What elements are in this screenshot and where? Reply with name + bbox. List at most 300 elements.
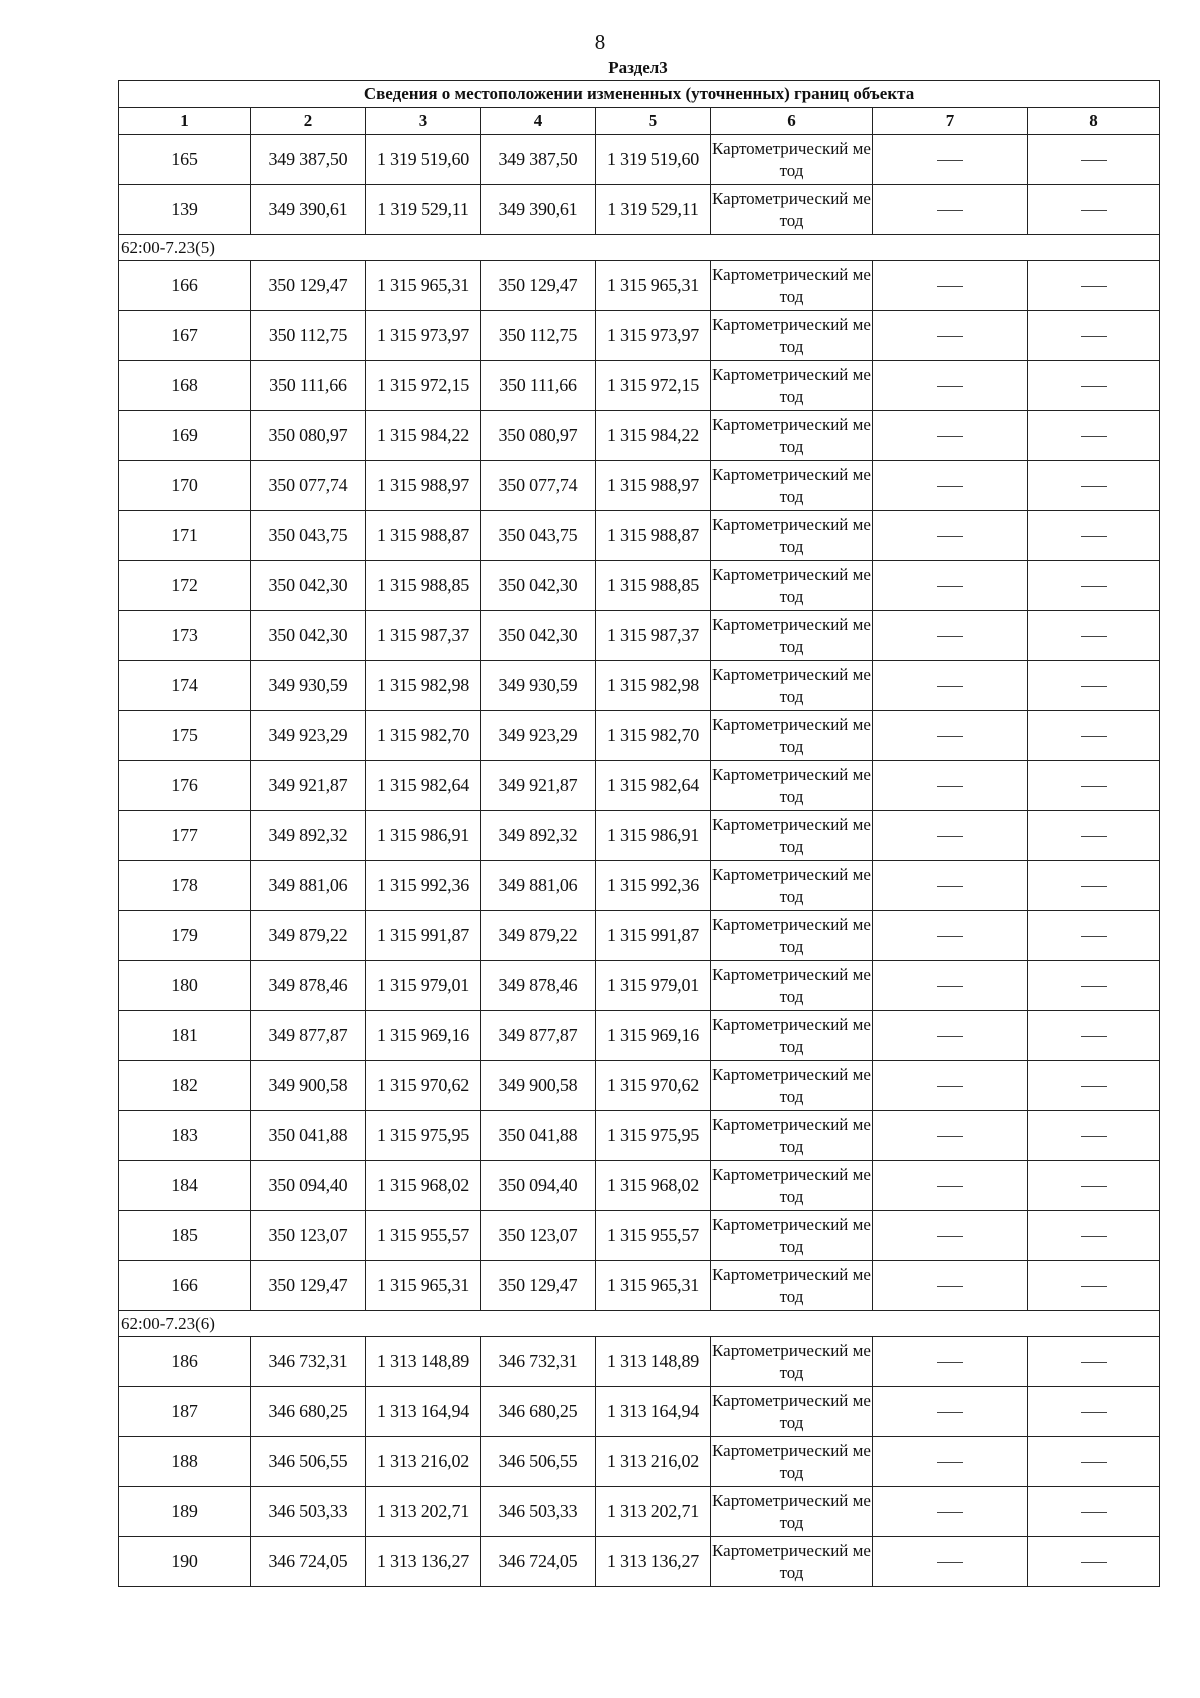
- empty-cell: [1028, 311, 1160, 361]
- empty-cell: [1028, 1211, 1160, 1261]
- coordinate-cell: 1 315 965,31: [596, 261, 711, 311]
- coordinate-cell: 350 129,47: [251, 1261, 366, 1311]
- table-row: [119, 511, 1160, 561]
- dash-mark: [937, 936, 963, 938]
- coordinate-cell: 1 315 986,91: [366, 811, 481, 861]
- dash-mark: [937, 886, 963, 888]
- empty-cell: [1028, 135, 1160, 185]
- dash-mark: [937, 160, 963, 162]
- point-number-cell: 190: [119, 1537, 251, 1587]
- coordinate-cell: 1 315 987,37: [366, 611, 481, 661]
- point-number-cell: 181: [119, 1011, 251, 1061]
- empty-cell: [873, 185, 1028, 235]
- coordinate-cell: 1 315 984,22: [366, 411, 481, 461]
- table-row: [119, 911, 1160, 961]
- table-row: [119, 1437, 1160, 1487]
- method-cell: Картометрический метод: [711, 1487, 873, 1537]
- empty-cell: [873, 1061, 1028, 1111]
- method-cell: Картометрический метод: [711, 1337, 873, 1387]
- coordinate-cell: 1 313 202,71: [596, 1487, 711, 1537]
- empty-cell: [1028, 411, 1160, 461]
- method-cell: Картометрический метод: [711, 461, 873, 511]
- empty-cell: [1028, 961, 1160, 1011]
- dash-mark: [1081, 886, 1107, 888]
- coordinate-cell: 1 315 965,31: [366, 1261, 481, 1311]
- dash-mark: [937, 1512, 963, 1514]
- method-cell: Картометрический метод: [711, 1437, 873, 1487]
- dash-mark: [1081, 736, 1107, 738]
- dash-mark: [937, 736, 963, 738]
- group-row: [119, 235, 1160, 261]
- table-row: [119, 1537, 1160, 1587]
- empty-cell: [873, 1211, 1028, 1261]
- empty-cell: [1028, 1487, 1160, 1537]
- coordinate-cell: 350 042,30: [481, 561, 596, 611]
- dash-mark: [937, 386, 963, 388]
- coordinate-cell: 1 315 988,97: [366, 461, 481, 511]
- coordinate-cell: 1 313 148,89: [366, 1337, 481, 1387]
- empty-cell: [1028, 1161, 1160, 1211]
- point-number-cell: 171: [119, 511, 251, 561]
- point-number-cell: 184: [119, 1161, 251, 1211]
- dash-mark: [937, 1412, 963, 1414]
- coordinate-cell: 346 680,25: [251, 1387, 366, 1437]
- coordinate-cell: 1 315 955,57: [366, 1211, 481, 1261]
- coordinate-cell: 350 080,97: [481, 411, 596, 461]
- point-number-cell: 179: [119, 911, 251, 961]
- empty-cell: [873, 1337, 1028, 1387]
- point-number-cell: 177: [119, 811, 251, 861]
- empty-cell: [873, 511, 1028, 561]
- coordinate-cell: 1 315 986,91: [596, 811, 711, 861]
- coordinate-cell: 346 503,33: [251, 1487, 366, 1537]
- coordinate-cell: 350 041,88: [251, 1111, 366, 1161]
- dash-mark: [1081, 636, 1107, 638]
- coordinate-cell: 1 315 973,97: [366, 311, 481, 361]
- coordinate-cell: 346 724,05: [251, 1537, 366, 1587]
- coordinate-cell: 350 129,47: [481, 261, 596, 311]
- method-cell: Картометрический метод: [711, 811, 873, 861]
- coordinate-cell: 346 503,33: [481, 1487, 596, 1537]
- method-cell: Картометрический метод: [711, 1011, 873, 1061]
- dash-mark: [1081, 1036, 1107, 1038]
- dash-mark: [1081, 586, 1107, 588]
- empty-cell: [873, 1537, 1028, 1587]
- coordinate-cell: 349 923,29: [481, 711, 596, 761]
- empty-cell: [873, 1011, 1028, 1061]
- column-number-8: 8: [1028, 108, 1160, 135]
- dash-mark: [1081, 386, 1107, 388]
- point-number-cell: 166: [119, 1261, 251, 1311]
- coordinate-cell: 1 315 968,02: [366, 1161, 481, 1211]
- coordinate-cell: 346 724,05: [481, 1537, 596, 1587]
- empty-cell: [873, 861, 1028, 911]
- dash-mark: [937, 1236, 963, 1238]
- column-number-4: 4: [481, 108, 596, 135]
- table-row: [119, 261, 1160, 311]
- coordinate-cell: 1 315 969,16: [366, 1011, 481, 1061]
- coordinate-cell: 1 319 519,60: [596, 135, 711, 185]
- table-row: [119, 1337, 1160, 1387]
- coordinate-cell: 349 390,61: [251, 185, 366, 235]
- table-row: [119, 611, 1160, 661]
- table-row: [119, 1387, 1160, 1437]
- method-cell: Картометрический метод: [711, 1261, 873, 1311]
- point-number-cell: 185: [119, 1211, 251, 1261]
- coordinate-cell: 1 315 987,37: [596, 611, 711, 661]
- coordinate-cell: 350 123,07: [481, 1211, 596, 1261]
- empty-cell: [1028, 561, 1160, 611]
- coordinate-cell: 1 315 988,85: [596, 561, 711, 611]
- method-cell: Картометрический метод: [711, 761, 873, 811]
- coordinate-cell: 1 315 992,36: [366, 861, 481, 911]
- coordinate-cell: 1 315 970,62: [596, 1061, 711, 1111]
- point-number-cell: 178: [119, 861, 251, 911]
- point-number-cell: 175: [119, 711, 251, 761]
- dash-mark: [1081, 536, 1107, 538]
- table-row: [119, 1261, 1160, 1311]
- dash-mark: [937, 336, 963, 338]
- method-cell: Картометрический метод: [711, 261, 873, 311]
- dash-mark: [937, 1186, 963, 1188]
- empty-cell: [1028, 461, 1160, 511]
- point-number-cell: 189: [119, 1487, 251, 1537]
- empty-cell: [873, 261, 1028, 311]
- empty-cell: [1028, 1111, 1160, 1161]
- dash-mark: [937, 786, 963, 788]
- coordinate-cell: 349 879,22: [481, 911, 596, 961]
- empty-cell: [1028, 1061, 1160, 1111]
- coordinate-cell: 349 877,87: [251, 1011, 366, 1061]
- dash-mark: [1081, 160, 1107, 162]
- page-number: 8: [594, 30, 606, 54]
- empty-cell: [1028, 1537, 1160, 1587]
- table-row: [119, 1487, 1160, 1537]
- coordinate-cell: 1 313 148,89: [596, 1337, 711, 1387]
- coordinate-cell: 349 900,58: [481, 1061, 596, 1111]
- dash-mark: [1081, 486, 1107, 488]
- column-number-1: 1: [119, 108, 251, 135]
- dash-mark: [1081, 1186, 1107, 1188]
- method-cell: Картометрический метод: [711, 361, 873, 411]
- coordinate-cell: 350 112,75: [481, 311, 596, 361]
- coordinate-cell: 350 041,88: [481, 1111, 596, 1161]
- coordinate-cell: 350 112,75: [251, 311, 366, 361]
- coordinate-cell: 350 094,40: [481, 1161, 596, 1211]
- coordinates-table: [118, 80, 1160, 1587]
- table-row: [119, 811, 1160, 861]
- coordinate-cell: 1 315 982,70: [366, 711, 481, 761]
- empty-cell: [873, 911, 1028, 961]
- coordinate-cell: 1 315 982,64: [596, 761, 711, 811]
- coordinate-cell: 349 877,87: [481, 1011, 596, 1061]
- coordinate-cell: 1 315 982,70: [596, 711, 711, 761]
- coordinate-cell: 346 732,31: [251, 1337, 366, 1387]
- coordinate-cell: 349 892,32: [251, 811, 366, 861]
- column-number-row: [119, 108, 1160, 135]
- table-row: [119, 411, 1160, 461]
- coordinate-cell: 350 077,74: [251, 461, 366, 511]
- coordinate-cell: 1 315 968,02: [596, 1161, 711, 1211]
- section-title: Раздел3: [608, 58, 668, 77]
- dash-mark: [1081, 1412, 1107, 1414]
- dash-mark: [937, 1086, 963, 1088]
- dash-mark: [937, 1562, 963, 1564]
- dash-mark: [1081, 336, 1107, 338]
- dash-mark: [937, 686, 963, 688]
- coordinate-cell: 1 315 969,16: [596, 1011, 711, 1061]
- point-number-cell: 165: [119, 135, 251, 185]
- method-cell: Картометрический метод: [711, 1387, 873, 1437]
- coordinate-cell: 1 319 519,60: [366, 135, 481, 185]
- coordinate-cell: 1 315 991,87: [596, 911, 711, 961]
- dash-mark: [1081, 1086, 1107, 1088]
- table-row: [119, 1061, 1160, 1111]
- point-number-cell: 176: [119, 761, 251, 811]
- point-number-cell: 188: [119, 1437, 251, 1487]
- empty-cell: [873, 711, 1028, 761]
- empty-cell: [873, 135, 1028, 185]
- coordinate-cell: 349 878,46: [251, 961, 366, 1011]
- point-number-cell: 168: [119, 361, 251, 411]
- method-cell: Картометрический метод: [711, 911, 873, 961]
- point-number-cell: 183: [119, 1111, 251, 1161]
- coordinate-cell: 1 313 136,27: [366, 1537, 481, 1587]
- dash-mark: [937, 586, 963, 588]
- table-row: [119, 1211, 1160, 1261]
- table-row: [119, 1111, 1160, 1161]
- point-number-cell: 169: [119, 411, 251, 461]
- empty-cell: [873, 1387, 1028, 1437]
- point-number-cell: 173: [119, 611, 251, 661]
- empty-cell: [1028, 1387, 1160, 1437]
- dash-mark: [1081, 1136, 1107, 1138]
- coordinate-cell: 1 315 970,62: [366, 1061, 481, 1111]
- point-number-cell: 170: [119, 461, 251, 511]
- table-caption: Сведения о местоположении измененных (уточненных) границ объекта: [119, 81, 1160, 108]
- coordinate-cell: 349 387,50: [251, 135, 366, 185]
- coordinate-cell: 1 315 965,31: [596, 1261, 711, 1311]
- empty-cell: [1028, 1011, 1160, 1061]
- dash-mark: [1081, 1236, 1107, 1238]
- table-row: [119, 461, 1160, 511]
- empty-cell: [1028, 611, 1160, 661]
- dash-mark: [937, 1462, 963, 1464]
- dash-mark: [1081, 436, 1107, 438]
- coordinate-cell: 1 315 979,01: [366, 961, 481, 1011]
- coordinate-cell: 349 930,59: [481, 661, 596, 711]
- point-number-cell: 180: [119, 961, 251, 1011]
- coordinate-cell: 1 315 982,64: [366, 761, 481, 811]
- point-number-cell: 186: [119, 1337, 251, 1387]
- dash-mark: [937, 210, 963, 212]
- coordinate-cell: 350 129,47: [251, 261, 366, 311]
- coordinate-cell: 1 313 136,27: [596, 1537, 711, 1587]
- table-body: [119, 135, 1160, 1587]
- table-row: [119, 561, 1160, 611]
- group-label: 62:00-7.23(6): [119, 1311, 1160, 1337]
- dash-mark: [937, 1036, 963, 1038]
- coordinate-cell: 350 042,30: [251, 561, 366, 611]
- point-number-cell: 167: [119, 311, 251, 361]
- table-row: [119, 361, 1160, 411]
- column-number-3: 3: [366, 108, 481, 135]
- coordinate-cell: 349 900,58: [251, 1061, 366, 1111]
- column-number-6: 6: [711, 108, 873, 135]
- table-row: [119, 661, 1160, 711]
- point-number-cell: 187: [119, 1387, 251, 1437]
- coordinate-cell: 349 930,59: [251, 661, 366, 711]
- table-row: [119, 311, 1160, 361]
- method-cell: Картометрический метод: [711, 861, 873, 911]
- method-cell: Картометрический метод: [711, 511, 873, 561]
- coordinate-cell: 349 881,06: [251, 861, 366, 911]
- dash-mark: [937, 536, 963, 538]
- coordinate-cell: 1 315 979,01: [596, 961, 711, 1011]
- coordinate-cell: 1 315 973,97: [596, 311, 711, 361]
- table-row: [119, 861, 1160, 911]
- coordinate-cell: 1 315 975,95: [596, 1111, 711, 1161]
- empty-cell: [1028, 861, 1160, 911]
- method-cell: Картометрический метод: [711, 961, 873, 1011]
- coordinate-cell: 346 680,25: [481, 1387, 596, 1437]
- empty-cell: [873, 961, 1028, 1011]
- column-number-5: 5: [596, 108, 711, 135]
- dash-mark: [1081, 1512, 1107, 1514]
- table-row: [119, 1161, 1160, 1211]
- method-cell: Картометрический метод: [711, 1161, 873, 1211]
- table-row: [119, 185, 1160, 235]
- empty-cell: [1028, 361, 1160, 411]
- coordinate-cell: 350 094,40: [251, 1161, 366, 1211]
- coordinate-cell: 349 390,61: [481, 185, 596, 235]
- empty-cell: [1028, 911, 1160, 961]
- empty-cell: [873, 1437, 1028, 1487]
- coordinate-cell: 1 315 988,97: [596, 461, 711, 511]
- empty-cell: [873, 611, 1028, 661]
- empty-cell: [873, 461, 1028, 511]
- coordinate-cell: 1 315 984,22: [596, 411, 711, 461]
- method-cell: Картометрический метод: [711, 1537, 873, 1587]
- dash-mark: [1081, 210, 1107, 212]
- dash-mark: [1081, 1462, 1107, 1464]
- method-cell: Картометрический метод: [711, 1111, 873, 1161]
- table-row: [119, 761, 1160, 811]
- coordinate-cell: 1 313 202,71: [366, 1487, 481, 1537]
- column-number-2: 2: [251, 108, 366, 135]
- coordinate-cell: 350 111,66: [481, 361, 596, 411]
- empty-cell: [873, 811, 1028, 861]
- empty-cell: [873, 311, 1028, 361]
- coordinate-cell: 1 315 982,98: [596, 661, 711, 711]
- coordinate-cell: 1 315 972,15: [366, 361, 481, 411]
- point-number-cell: 139: [119, 185, 251, 235]
- empty-cell: [1028, 761, 1160, 811]
- dash-mark: [1081, 1286, 1107, 1288]
- coordinate-cell: 349 879,22: [251, 911, 366, 961]
- dash-mark: [937, 1362, 963, 1364]
- coordinate-cell: 1 315 965,31: [366, 261, 481, 311]
- table-row: [119, 1011, 1160, 1061]
- group-row: [119, 1311, 1160, 1337]
- coordinate-cell: 349 387,50: [481, 135, 596, 185]
- dash-mark: [1081, 936, 1107, 938]
- coordinate-cell: 1 315 992,36: [596, 861, 711, 911]
- coordinate-cell: 349 878,46: [481, 961, 596, 1011]
- coordinate-cell: 349 881,06: [481, 861, 596, 911]
- coordinate-cell: 350 042,30: [251, 611, 366, 661]
- table-row: [119, 961, 1160, 1011]
- point-number-cell: 182: [119, 1061, 251, 1111]
- method-cell: Картометрический метод: [711, 611, 873, 661]
- empty-cell: [873, 1487, 1028, 1537]
- coordinate-cell: 1 313 216,02: [596, 1437, 711, 1487]
- empty-cell: [1028, 1437, 1160, 1487]
- dash-mark: [1081, 1562, 1107, 1564]
- coordinate-cell: 1 315 982,98: [366, 661, 481, 711]
- coordinate-cell: 1 315 972,15: [596, 361, 711, 411]
- coordinate-cell: 350 042,30: [481, 611, 596, 661]
- coordinate-cell: 1 319 529,11: [366, 185, 481, 235]
- method-cell: Картометрический метод: [711, 185, 873, 235]
- point-number-cell: 172: [119, 561, 251, 611]
- coordinate-cell: 349 921,87: [481, 761, 596, 811]
- group-label: 62:00-7.23(5): [119, 235, 1160, 261]
- dash-mark: [1081, 786, 1107, 788]
- empty-cell: [1028, 185, 1160, 235]
- dash-mark: [1081, 686, 1107, 688]
- empty-cell: [873, 561, 1028, 611]
- coordinate-cell: 1 313 216,02: [366, 1437, 481, 1487]
- dash-mark: [937, 836, 963, 838]
- empty-cell: [873, 761, 1028, 811]
- coordinate-cell: 350 077,74: [481, 461, 596, 511]
- empty-cell: [1028, 811, 1160, 861]
- empty-cell: [873, 661, 1028, 711]
- coordinate-cell: 349 923,29: [251, 711, 366, 761]
- dash-mark: [937, 986, 963, 988]
- point-number-cell: 174: [119, 661, 251, 711]
- method-cell: Картометрический метод: [711, 411, 873, 461]
- coordinate-cell: 350 043,75: [481, 511, 596, 561]
- coordinate-cell: 1 315 988,85: [366, 561, 481, 611]
- empty-cell: [1028, 511, 1160, 561]
- coordinate-cell: 349 892,32: [481, 811, 596, 861]
- coordinate-cell: 346 732,31: [481, 1337, 596, 1387]
- dash-mark: [937, 1286, 963, 1288]
- method-cell: Картометрический метод: [711, 711, 873, 761]
- empty-cell: [1028, 1337, 1160, 1387]
- method-cell: Картометрический метод: [711, 661, 873, 711]
- coordinate-cell: 349 921,87: [251, 761, 366, 811]
- coordinate-cell: 1 315 975,95: [366, 1111, 481, 1161]
- coordinate-cell: 350 123,07: [251, 1211, 366, 1261]
- coordinate-cell: 1 315 955,57: [596, 1211, 711, 1261]
- method-cell: Картометрический метод: [711, 561, 873, 611]
- method-cell: Картометрический метод: [711, 1061, 873, 1111]
- table-row: [119, 711, 1160, 761]
- coordinate-cell: 350 043,75: [251, 511, 366, 561]
- coordinate-cell: 350 080,97: [251, 411, 366, 461]
- point-number-cell: 166: [119, 261, 251, 311]
- dash-mark: [1081, 286, 1107, 288]
- empty-cell: [1028, 1261, 1160, 1311]
- dash-mark: [937, 636, 963, 638]
- dash-mark: [937, 436, 963, 438]
- empty-cell: [873, 361, 1028, 411]
- dash-mark: [937, 286, 963, 288]
- method-cell: Картометрический метод: [711, 135, 873, 185]
